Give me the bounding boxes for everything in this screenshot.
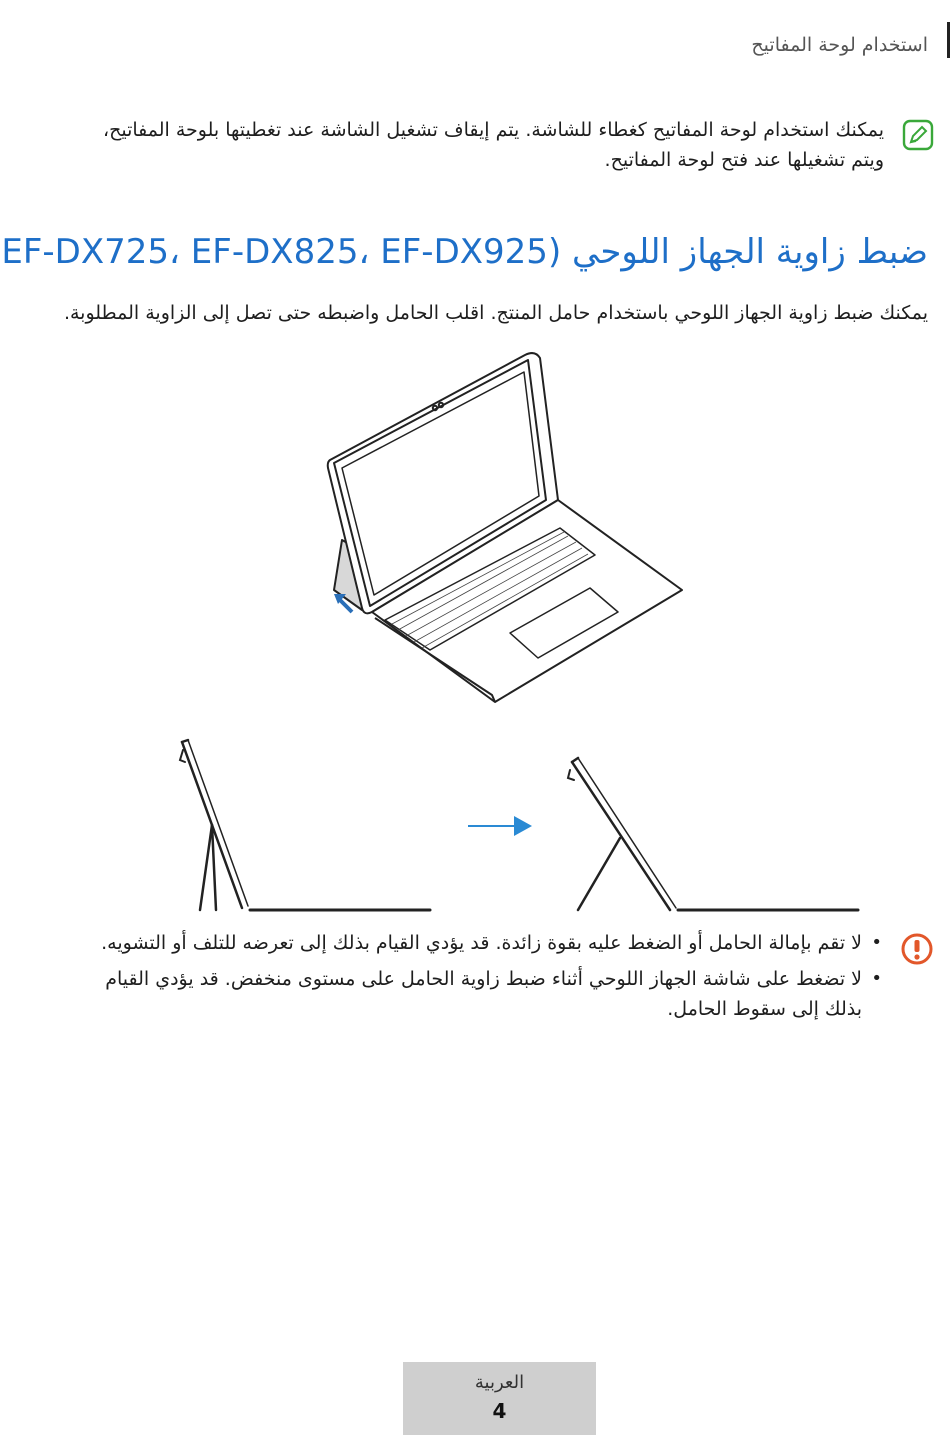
caution-item: • لا تقم بإمالة الحامل أو الضغط عليه بقوة زائدة. قد يؤدي القيام بذلك إلى تعرضه للتلف أو التشويه. [82,928,862,958]
caution-item: • لا تضغط على شاشة الجهاز اللوحي أثناء ضبط زاوية الحامل على مستوى منخفض. قد يؤدي القيام بذلك إلى سقوط الحامل. [82,964,862,1024]
caution-exclamation-icon [900,932,934,966]
note-pencil-icon [902,119,934,151]
page-number: 4 [492,1399,507,1423]
footer-language: العربية [474,1372,525,1393]
note-text: يمكنك استخدام لوحة المفاتيح كغطاء للشاشة. يتم إيقاف تشغيل الشاشة عند تغطيتها بلوحة المفاتيح، ويتم تشغيلها عند فتح لوحة المفاتيح. [102,119,884,171]
section-heading: ضبط زاوية الجهاز اللوحي (EF-DX725، EF-DX825، EF-DX925 [1,232,928,272]
page-footer [403,1362,596,1435]
caution-block [74,928,934,1030]
caution-list [82,928,882,1030]
tablet-keyboard-illustration [320,350,690,710]
section-intro: يمكنك ضبط زاوية الجهاز اللوحي باستخدام حامل المنتج. اقلب الحامل واضبطه حتى تصل إلى الزاوية المطلوبة. [63,302,928,324]
note-block [74,115,934,175]
running-title: استخدام لوحة المفاتيح [751,34,928,56]
stand-angle-side-views [170,730,870,920]
